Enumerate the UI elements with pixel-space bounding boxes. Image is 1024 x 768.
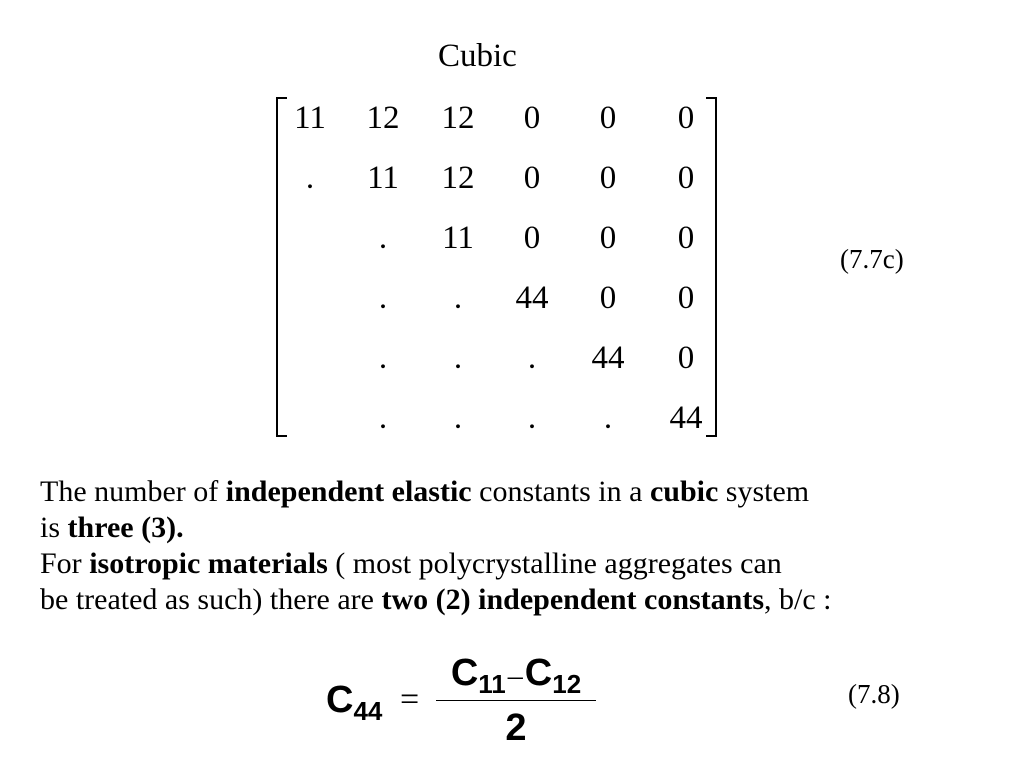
text-line: [40, 546, 1020, 582]
formula-subscript: 11: [478, 669, 506, 699]
fraction-bar: [436, 700, 596, 701]
matrix-cell: 12: [441, 160, 475, 196]
emphasis-text: three (3).: [67, 511, 184, 544]
matrix-cell: 44: [669, 400, 703, 436]
formula-operator: –: [507, 659, 523, 692]
text-run: ( most polycrystalline aggregates can: [327, 547, 782, 580]
emphasis-text: cubic: [649, 475, 719, 508]
matrix-cell: .: [378, 400, 388, 436]
matrix-cell: .: [305, 160, 315, 196]
formula-denominator: 2: [505, 707, 527, 749]
text-run: is: [40, 511, 68, 544]
emphasis-text: two (2) independent constants: [381, 583, 765, 616]
matrix-cell: .: [453, 400, 463, 436]
text-run: system: [718, 475, 810, 508]
text-line: [40, 582, 1020, 618]
emphasis-text: independent elastic: [225, 475, 472, 508]
text-run: constants in a: [471, 475, 650, 508]
text-run: The number of: [40, 475, 226, 508]
matrix-cell: 44: [515, 280, 549, 316]
matrix-title: Cubic: [438, 38, 517, 74]
text-run: For: [40, 547, 90, 580]
matrix-cell: 12: [441, 100, 475, 136]
matrix-cell: .: [378, 340, 388, 376]
matrix-cell: .: [527, 340, 537, 376]
text-run: be treated as such) there are: [40, 583, 382, 616]
matrix-cell: 0: [677, 340, 695, 376]
stiffness-matrix: [275, 88, 725, 448]
body-paragraph: [40, 474, 1020, 618]
matrix-cell: 11: [442, 220, 474, 256]
matrix-cell: 0: [599, 280, 617, 316]
formula-symbol: C: [326, 679, 354, 721]
text-line: [40, 510, 1020, 546]
matrix-cell: 11: [294, 100, 326, 136]
emphasis-text: isotropic materials: [89, 547, 328, 580]
matrix-cell: 0: [599, 160, 617, 196]
matrix-cell: .: [453, 280, 463, 316]
equation-label-7-8: (7.8): [848, 679, 900, 709]
matrix-cell: 0: [523, 100, 541, 136]
matrix-cell: 0: [523, 220, 541, 256]
matrix-cell: 44: [591, 340, 625, 376]
matrix-cell: 0: [599, 100, 617, 136]
formula-equals: =: [400, 681, 420, 718]
formula-symbol: C: [450, 652, 479, 694]
matrix-cell: 0: [677, 100, 695, 136]
text-line: [40, 474, 1020, 510]
formula-subscript: 12: [552, 669, 582, 699]
equation-label-7-7c: (7.7c): [840, 244, 904, 274]
isotropic-formula: [326, 650, 616, 750]
matrix-cell: [275, 268, 345, 328]
formula-symbol: C: [524, 652, 553, 694]
matrix-cell: 0: [599, 220, 617, 256]
matrix-cell: 0: [523, 160, 541, 196]
formula-numerator: [432, 650, 600, 707]
formula-subscript: 44: [353, 696, 383, 726]
text-run: , b/c :: [764, 583, 832, 616]
matrix-cell: 0: [677, 280, 695, 316]
matrix-cell: [275, 388, 345, 448]
matrix-cell: .: [453, 340, 463, 376]
matrix-cell: [275, 328, 345, 388]
matrix-cell: .: [378, 280, 388, 316]
matrix-cell: .: [378, 220, 388, 256]
matrix-cell: .: [603, 400, 613, 436]
matrix-cell: [275, 208, 345, 268]
matrix-cell: 0: [677, 160, 695, 196]
matrix-cell: 11: [367, 160, 399, 196]
matrix-cell: 12: [366, 100, 400, 136]
matrix-cell: 0: [677, 220, 695, 256]
matrix-cell: .: [527, 400, 537, 436]
formula-lhs: [326, 680, 382, 731]
